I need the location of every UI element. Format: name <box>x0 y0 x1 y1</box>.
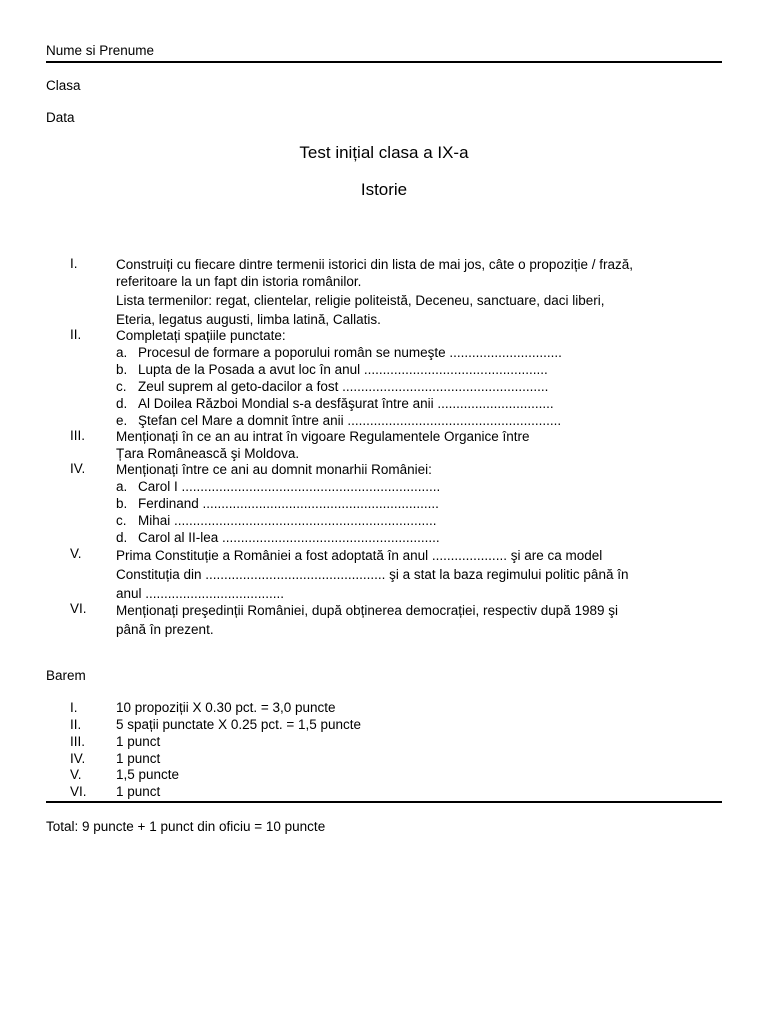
question-text <box>116 428 716 462</box>
class-label: Clasa <box>46 78 81 93</box>
question-line: Țara Românească şi Moldova. <box>116 446 300 461</box>
blank-item: e. Ştefan cel Mare a domnit între anii ......................................................... <box>116 413 562 428</box>
blank-item: d. Carol al II-lea .......................................................... <box>116 530 440 545</box>
question-number: I. <box>70 256 78 271</box>
date-label: Data <box>46 110 75 125</box>
question-line: până în prezent. <box>116 622 214 637</box>
question-line: Constituția din ................................................ şi a stat la baza regimului politic până în <box>116 567 629 582</box>
barem-rule <box>46 801 722 803</box>
question-number: III. <box>70 428 86 443</box>
question-text <box>116 256 716 328</box>
question-text <box>116 461 716 546</box>
barem-label: Barem <box>46 668 86 683</box>
blank-item: d. Al Doilea Război Mondial s-a desfăşurat între anii ............................... <box>116 396 554 411</box>
blank-item: a. Procesul de formare a poporului român se numeşte .............................. <box>116 345 562 360</box>
blank-item: b. Ferdinand ............................................................... <box>116 496 439 511</box>
question-line: Prima Constituție a României a fost adoptată în anul .................... şi are ca model <box>116 548 603 563</box>
blank-item: b. Lupta de la Posada a avut loc în anul ................................................. <box>116 362 548 377</box>
blank-item: a. Carol I ..................................................................... <box>116 479 441 494</box>
question-line: Construiți cu fiecare dintre termenii istorici din lista de mai jos, câte o propoziție / frază, <box>116 257 633 272</box>
question-text <box>116 327 716 429</box>
question-number: IV. <box>70 461 86 476</box>
page-subtitle: Istorie <box>360 180 408 199</box>
question-line: referitoare la un fapt din istoria românilor. <box>116 274 362 289</box>
question-line: Menționați preşedinții României, după obținerea democrației, respectiv după 1989 şi <box>116 603 619 618</box>
header-rule <box>46 61 722 63</box>
question-line: Menționați între ce ani au domnit monarhii României: <box>116 462 432 477</box>
question-number: VI. <box>70 601 87 616</box>
question-line: anul ..................................... <box>116 586 285 601</box>
question-text <box>116 546 716 603</box>
question-line: Menționați în ce an au intrat în vigoare Regulamentele Organice între <box>116 429 530 444</box>
name-label: Nume si Prenume <box>46 43 155 58</box>
blank-item: c. Mihai ...................................................................... <box>116 513 437 528</box>
question-number: II. <box>70 327 82 342</box>
question-line: Lista termenilor: regat, clientelar, religie politeistă, Deceneu, sanctuare, daci liberi, <box>116 293 605 308</box>
question-number: V. <box>70 546 82 561</box>
page-title: Test inițial clasa a IX-a <box>299 143 469 162</box>
question-line: Completați spațiile punctate: <box>116 328 286 343</box>
blank-item: c. Zeul suprem al geto-dacilor a fost ....................................................... <box>116 379 549 394</box>
total-line: Total: 9 puncte + 1 punct din oficiu = 10 puncte <box>46 819 326 834</box>
question-text <box>116 601 716 639</box>
question-line: Eteria, legatus augusti, limba latină, Callatis. <box>116 312 381 327</box>
